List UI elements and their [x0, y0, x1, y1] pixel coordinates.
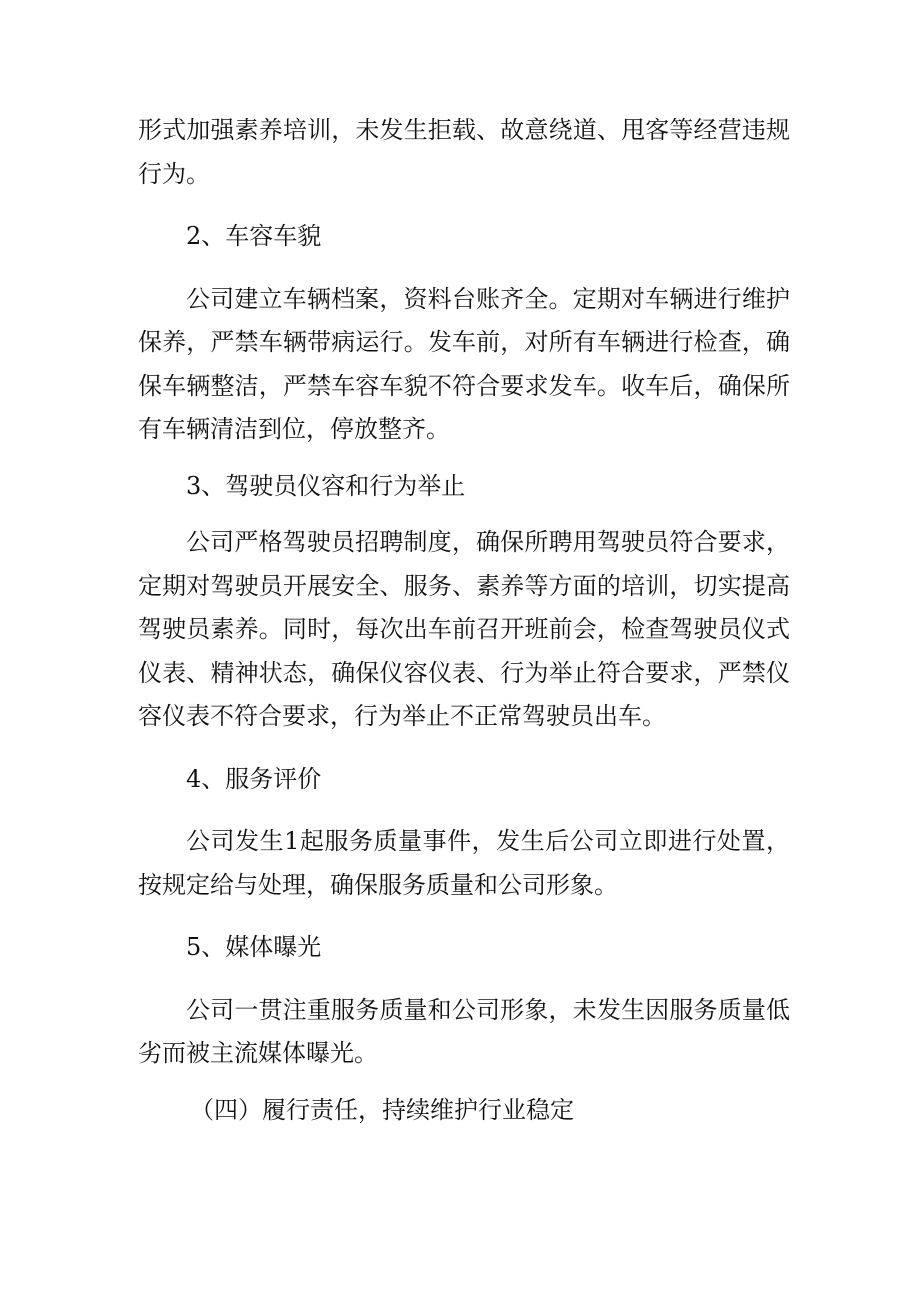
section-heading-service-evaluation: 4、服务评价	[186, 764, 322, 793]
paragraph-media-exposure: 公司一贯注重服务质量和公司形象，未发生因服务质量低劣而被主流媒体曝光。	[138, 995, 790, 1067]
section-heading-vehicle-appearance: 2、车容车貌	[186, 222, 322, 250]
document-body	[138, 109, 790, 1132]
paragraph-service-evaluation: 公司发生1起服务质量事件，发生后公司立即进行处置，按规定给与处理，确保服务质量和公司形象。	[138, 827, 790, 899]
subsection-heading-responsibility: （四）履行责任，持续维护行业稳定	[190, 1095, 574, 1124]
section-heading-media-exposure: 5、媒体曝光	[186, 933, 322, 961]
section-heading-driver-conduct: 3、驾驶员仪容和行为举止	[186, 471, 466, 500]
paragraph-driver-conduct: 公司严格驾驶员招聘制度，确保所聘用驾驶员符合要求，定期对驾驶员开展安全、服务、素养等方面的培训，切实提高驾驶员素养。同时，每次出车前召开班前会，检查驾驶员仪式仪表、精神状态，确保仪容仪表、行为举止符合要求，严禁仪容仪表不符合要求，行为举止不正常驾驶员出车。	[138, 528, 790, 730]
paragraph-continuation: 形式加强素养培训，未发生拒载、故意绕道、甩客等经营违规行为。	[138, 116, 790, 188]
paragraph-vehicle-appearance: 公司建立车辆档案，资料台账齐全。定期对车辆进行维护保养，严禁车辆带病运行。发车前，对所有车辆进行检查，确保车辆整洁，严禁车容车貌不符合要求发车。收车后，确保所有车辆清洁到位，停放整齐。	[138, 284, 790, 443]
